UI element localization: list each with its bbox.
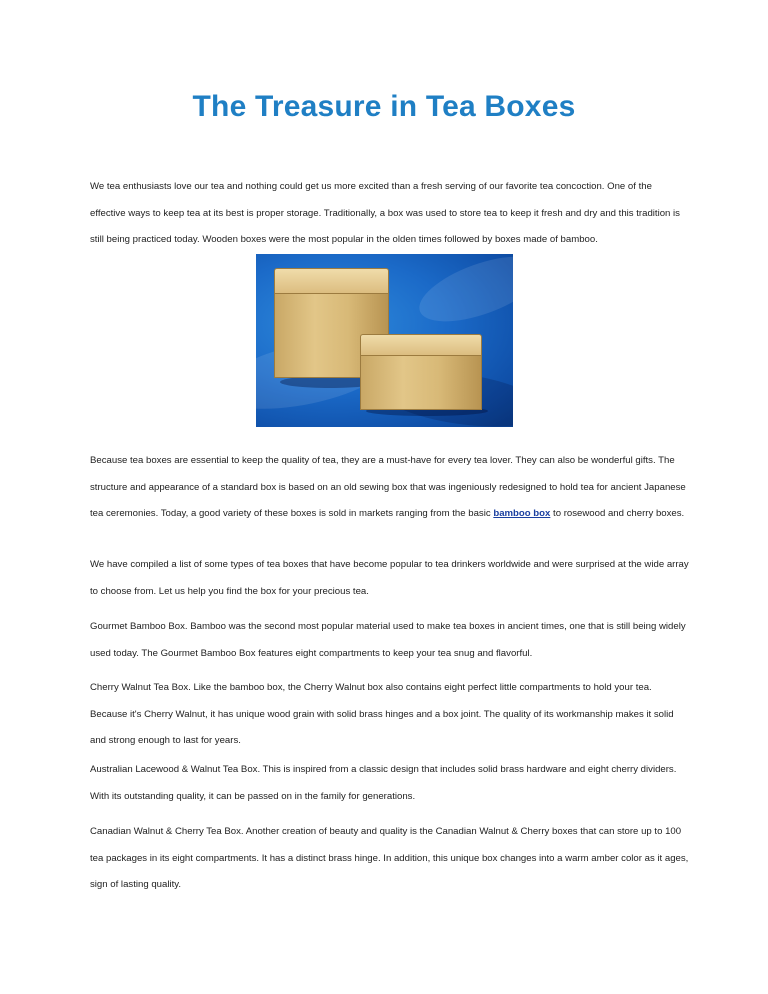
box-body	[360, 352, 482, 410]
gourmet-bamboo-box-paragraph: Gourmet Bamboo Box. Bamboo was the second most popular material used to make tea boxes in ancient times, one that is still being widely used today. The Gourmet Bamboo Box features eight compartments to keep your tea snug and flavorful.	[90, 621, 686, 659]
compiled-list-paragraph: We have compiled a list of some types of tea boxes that have become popular to tea drinkers worldwide and were surprised at the wide array to choose from. Let us help you find the box for your precious tea.	[90, 559, 689, 597]
fabric-fold	[411, 254, 513, 335]
intro-paragraph: We tea enthusiasts love our tea and nothing could get us more excited than a fresh serving of our favorite tea concoction. One of the effective ways to keep tea at its best is proper storage. Traditionally, a box was used to store tea to keep it fresh and dry and this tradition is still being practiced today. Wooden boxes were the most popular in the olden times followed by boxes made of bamboo.	[90, 181, 680, 245]
page-title: The Treasure in Tea Boxes	[192, 90, 576, 123]
cherry-walnut-box-paragraph: Cherry Walnut Tea Box. Like the bamboo box, the Cherry Walnut box also contains eight perfect little compartments to hold your tea. Because it's Cherry Walnut, it has unique wood grain with solid brass hinges and a box joint. The quality of its workmanship makes it solid and strong enough to last for years.	[90, 682, 674, 746]
canadian-walnut-box-paragraph: Canadian Walnut & Cherry Tea Box. Another creation of beauty and quality is the Canadian Walnut & Cherry boxes that can store up to 100 tea packages in its eight compartments. It has a distinct brass hinge. In addition, this unique box changes into a warm amber color as it ages, sign of lasting quality.	[90, 826, 689, 890]
box-lid	[360, 334, 482, 356]
box-lid	[274, 268, 389, 294]
australian-lacewood-box-paragraph: Australian Lacewood & Walnut Tea Box. This is inspired from a classic design that includes solid brass hardware and eight cherry dividers. With its outstanding quality, it can be passed on in the family for generations.	[90, 764, 677, 802]
bamboo-tea-boxes-photo	[256, 254, 513, 427]
paragraph-text: Because tea boxes are essential to keep the quality of tea, they are a must-have for every tea lover. They can also be wonderful gifts. The structure and appearance of a standard box is based on an old sewing box that was ingeniously redesigned to hold tea for ancient Japanese tea ceremonies. Today, a good variety of these boxes is sold in markets ranging from the basic	[90, 455, 686, 519]
small-bamboo-box	[360, 334, 482, 410]
bamboo-box-link[interactable]: bamboo box	[493, 508, 551, 519]
paragraph-text: to rosewood and cherry boxes.	[550, 508, 685, 519]
tea-boxes-essential-paragraph	[90, 448, 690, 528]
